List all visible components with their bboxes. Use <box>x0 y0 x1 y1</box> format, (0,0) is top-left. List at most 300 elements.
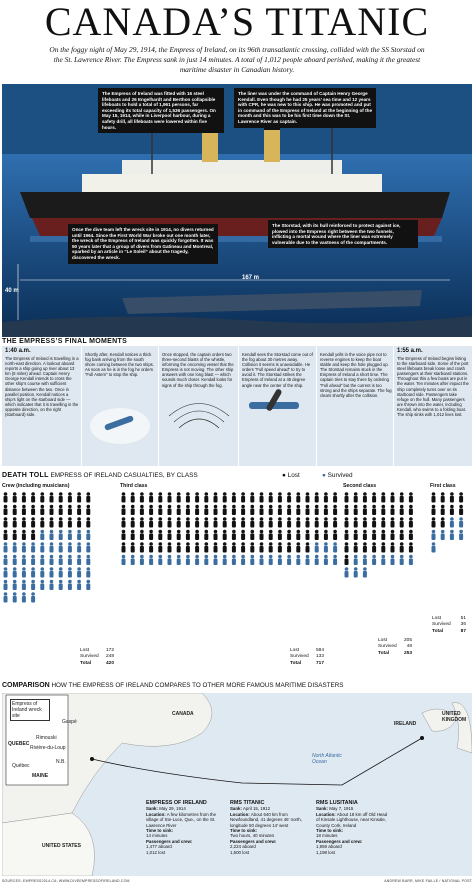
person-lost-icon <box>278 542 282 552</box>
person-lost-icon <box>278 517 282 527</box>
person-lost-icon <box>122 492 126 502</box>
person-survived-icon <box>86 555 90 565</box>
person-lost-icon <box>204 517 208 527</box>
person-lost-icon <box>149 492 153 502</box>
person-lost-icon <box>269 492 273 502</box>
lede: On the foggy night of May 29, 1914, the Empress of Ireland, on its 96th transatlantic crossing, collided with the SS Storstad on the St. Lawrence River. The Empress sank in just 14 minutes. A total of 1,012 people aboard perished, making it the greatest maritime disaster in Canadian history. <box>49 45 425 74</box>
ship-name: RMS LUSITANIA <box>316 800 358 806</box>
person-lost-icon <box>363 542 367 552</box>
person-lost-icon <box>31 517 35 527</box>
person-lost-icon <box>345 555 349 565</box>
moment-time: 1:55 a.m. <box>397 348 423 354</box>
page-title: CANADA’S TITANIC <box>44 0 430 44</box>
location-label: Location: <box>230 811 250 817</box>
sank-label: Sank: <box>230 806 242 812</box>
person-survived-icon <box>214 555 218 565</box>
person-survived-icon <box>77 530 81 540</box>
person-lost-icon <box>223 530 227 540</box>
person-survived-icon <box>381 555 385 565</box>
person-lost-icon <box>40 517 44 527</box>
inset-label: Empress of Ireland wreck site <box>10 699 50 721</box>
moment-text: Kendall sees the Storstad come out of the fog about 30 metres away. Collision it seems is unavoidable. He orders “Full speed ahead” to try to avoid it. The Storstad strikes the Empress of Ireland at a 45 degree angle near the center of the ship. <box>242 352 313 388</box>
person-survived-icon <box>40 530 44 540</box>
person-lost-icon <box>381 505 385 515</box>
person-survived-icon <box>31 555 35 565</box>
time-label: Time to sink: <box>316 828 343 834</box>
person-lost-icon <box>13 492 17 502</box>
person-survived-icon <box>68 530 72 540</box>
person-lost-icon <box>223 542 227 552</box>
person-lost-icon <box>324 492 328 502</box>
person-lost-icon <box>381 517 385 527</box>
person-lost-icon <box>204 542 208 552</box>
comparison-header <box>2 682 472 689</box>
death-toll-title: DEATH TOLL <box>2 472 49 479</box>
person-lost-icon <box>86 492 90 502</box>
person-lost-icon <box>13 530 17 540</box>
person-lost-icon <box>324 530 328 540</box>
person-lost-icon <box>204 530 208 540</box>
lost-value: 584 <box>315 648 324 653</box>
person-lost-icon <box>315 492 319 502</box>
survived-value: 133 <box>315 654 324 660</box>
lost-label: Lost <box>290 648 300 653</box>
person-lost-icon <box>296 517 300 527</box>
person-lost-icon <box>269 517 273 527</box>
person-survived-icon <box>31 542 35 552</box>
survived-value: 48 <box>406 644 412 650</box>
person-lost-icon <box>186 530 190 540</box>
person-lost-icon <box>223 517 227 527</box>
person-lost-icon <box>22 530 26 540</box>
person-survived-icon <box>131 555 135 565</box>
stats-crew <box>80 648 114 667</box>
person-lost-icon <box>287 530 291 540</box>
person-lost-icon <box>186 517 190 527</box>
map-label-uk: UNITED KINGDOM <box>442 711 467 723</box>
person-survived-icon <box>122 555 126 565</box>
person-lost-icon <box>68 505 72 515</box>
person-lost-icon <box>232 530 236 540</box>
person-lost-icon <box>140 505 144 515</box>
person-survived-icon <box>77 542 81 552</box>
person-lost-icon <box>432 517 436 527</box>
pc-value: 1,477 aboard <box>146 844 172 850</box>
legend-survived-label: Survived <box>327 472 353 479</box>
person-lost-icon <box>333 517 337 527</box>
person-lost-icon <box>354 492 358 502</box>
person-lost-icon <box>22 492 26 502</box>
time-value: 18 minutes <box>316 833 338 839</box>
stats-third <box>290 648 324 667</box>
person-lost-icon <box>131 542 135 552</box>
sank-date: April 15, 1912 <box>242 806 271 812</box>
location-text: A few kilometres from the village of Ste-Luce, Que., on the St. Lawrence River <box>146 811 217 828</box>
ship-info-empress <box>146 801 218 855</box>
lost-value: 1,198 lost <box>316 849 336 855</box>
person-lost-icon <box>372 542 376 552</box>
person-lost-icon <box>131 505 135 515</box>
person-lost-icon <box>77 492 81 502</box>
person-survived-icon <box>50 555 54 565</box>
person-lost-icon <box>158 492 162 502</box>
lost-label: Lost <box>432 616 442 621</box>
location-label: Location: <box>316 811 336 817</box>
person-survived-icon <box>354 555 358 565</box>
person-lost-icon <box>22 517 26 527</box>
person-lost-icon <box>204 505 208 515</box>
person-lost-icon <box>4 492 8 502</box>
person-lost-icon <box>86 505 90 515</box>
person-survived-icon <box>59 555 63 565</box>
person-survived-icon <box>59 530 63 540</box>
person-lost-icon <box>158 517 162 527</box>
person-lost-icon <box>140 530 144 540</box>
person-survived-icon <box>232 555 236 565</box>
person-survived-icon <box>59 542 63 552</box>
person-survived-icon <box>149 555 153 565</box>
person-lost-icon <box>459 505 463 515</box>
person-survived-icon <box>391 555 395 565</box>
person-survived-icon <box>31 592 35 602</box>
person-lost-icon <box>333 505 337 515</box>
person-lost-icon <box>400 542 404 552</box>
comparison-map <box>2 693 472 876</box>
moments-title: THE EMPRESS’S FINAL MOMENTS <box>2 338 128 345</box>
person-survived-icon <box>241 555 245 565</box>
person-lost-icon <box>400 505 404 515</box>
person-survived-icon <box>204 555 208 565</box>
person-survived-icon <box>324 555 328 565</box>
person-lost-icon <box>345 517 349 527</box>
person-lost-icon <box>450 505 454 515</box>
person-survived-icon <box>22 592 26 602</box>
person-survived-icon <box>287 555 291 565</box>
person-lost-icon <box>22 505 26 515</box>
person-lost-icon <box>333 492 337 502</box>
person-lost-icon <box>122 530 126 540</box>
person-lost-icon <box>158 530 162 540</box>
person-survived-icon <box>450 517 454 527</box>
comparison-title: COMPARISON <box>2 682 50 689</box>
class-name: Second class <box>343 483 377 489</box>
death-toll-subtitle: EMPRESS OF IRELAND CASUALTIES, BY CLASS <box>50 472 198 479</box>
map-label-quebec-city: Québec <box>12 763 30 769</box>
person-lost-icon <box>345 542 349 552</box>
person-lost-icon <box>354 505 358 515</box>
person-lost-icon <box>131 530 135 540</box>
lost-label: Lost <box>80 648 90 653</box>
person-lost-icon <box>31 492 35 502</box>
person-lost-icon <box>241 530 245 540</box>
sank-label: Sank: <box>316 806 328 812</box>
person-survived-icon <box>13 580 17 590</box>
map-label-nb: N.B. <box>56 759 66 765</box>
map-label-maine: MAINE <box>32 773 49 779</box>
person-survived-icon <box>22 567 26 577</box>
person-survived-icon <box>50 542 54 552</box>
person-lost-icon <box>381 492 385 502</box>
person-survived-icon <box>4 580 8 590</box>
person-survived-icon <box>450 530 454 540</box>
person-lost-icon <box>68 492 72 502</box>
sank-label: Sank: <box>146 806 158 812</box>
map-label-gaspe: Gaspé <box>62 719 77 725</box>
person-lost-icon <box>195 517 199 527</box>
pc-label: Passengers and crew: <box>316 838 363 844</box>
moment-text: The Empress of Ireland begins listing to the starboard side. Some of the port steel lifeboats break loose and crash passengers at their starboard stations. Throughout this a few boats are put in the water. Ten minutes after impact the ship completely turns over on its starboard side. Passengers take refuge on the hull. Many passengers are thrown into the water, including Kendall, who swims to a folding boat. The ship sinks with 1,012 lives lost. <box>397 356 469 418</box>
person-lost-icon <box>315 505 319 515</box>
person-lost-icon <box>131 517 135 527</box>
map-label-us: UNITED STATES <box>42 843 81 849</box>
survived-value: 36 <box>460 622 466 628</box>
location-label: Location: <box>146 811 166 817</box>
person-lost-icon <box>391 542 395 552</box>
person-lost-icon <box>409 517 413 527</box>
moment-text: Once stopped, the captain orders two three-second blasts of the whistle, informing the oncoming vessel that the Empress is not moving. The other ship answers with one long blast — which sounds much closer. Kendall looks for signs of the ship through the fog. <box>162 352 234 388</box>
map-label-rimouski: Rimouski <box>36 735 57 741</box>
person-lost-icon <box>400 530 404 540</box>
person-lost-icon <box>409 530 413 540</box>
person-survived-icon <box>40 580 44 590</box>
person-lost-icon <box>441 517 445 527</box>
person-lost-icon <box>372 517 376 527</box>
person-survived-icon <box>22 555 26 565</box>
person-survived-icon <box>4 555 8 565</box>
time-label: Time to sink: <box>146 828 173 834</box>
moment-text: The Empress of Ireland is travelling in a north-east direction. A lookout aboard reports a ship going up river about 13 km (8 miles) ahead. Captain Henry George Kendall intends to cross the other ship’s course with sufficient distance between the two. Once in parallel position, Kendall notices a ship’s light on the starboard side — which indicates that it is travelling in the opposite direction, on the right (starboard) side. <box>5 356 79 418</box>
ship-name: EMPRESS OF IRELAND <box>146 800 207 806</box>
person-lost-icon <box>158 542 162 552</box>
person-lost-icon <box>409 505 413 515</box>
person-lost-icon <box>149 542 153 552</box>
moment-text: Shortly after, Kendall notices a thick fog bank arriving from the south shore coming between the two ships. As soon as he is in the fog he orders “Full Astern” to stop the ship. <box>85 352 154 378</box>
person-lost-icon <box>372 492 376 502</box>
person-lost-icon <box>59 492 63 502</box>
person-lost-icon <box>250 542 254 552</box>
person-lost-icon <box>432 492 436 502</box>
person-lost-icon <box>214 542 218 552</box>
person-lost-icon <box>40 492 44 502</box>
person-lost-icon <box>204 492 208 502</box>
person-survived-icon <box>158 555 162 565</box>
person-survived-icon <box>177 555 181 565</box>
person-survived-icon <box>59 580 63 590</box>
person-lost-icon <box>241 492 245 502</box>
stats-first <box>432 616 466 635</box>
person-lost-icon <box>4 505 8 515</box>
person-lost-icon <box>31 505 35 515</box>
person-survived-icon <box>77 567 81 577</box>
person-lost-icon <box>441 505 445 515</box>
location-text: About 640 km from Newfoundland, 41 degrees 46′ north, longitude 50 degrees 14′ west <box>230 811 302 828</box>
person-lost-icon <box>214 505 218 515</box>
person-survived-icon <box>432 530 436 540</box>
person-lost-icon <box>158 505 162 515</box>
person-lost-icon <box>149 517 153 527</box>
person-lost-icon <box>354 542 358 552</box>
person-lost-icon <box>260 505 264 515</box>
person-survived-icon <box>296 555 300 565</box>
person-lost-icon <box>223 492 227 502</box>
person-lost-icon <box>333 530 337 540</box>
person-lost-icon <box>363 530 367 540</box>
person-survived-icon <box>324 542 328 552</box>
person-survived-icon <box>4 542 8 552</box>
person-lost-icon <box>241 517 245 527</box>
person-lost-icon <box>168 492 172 502</box>
callout-storstad: The Storstad, with its hull reinforced to protect against ice, plowed into the Empress right between the two funnels, inflicting a mortal wound where the liner was extremely vulnerable due to the vastness of the compartments. <box>268 220 418 248</box>
person-lost-icon <box>177 542 181 552</box>
person-survived-icon <box>31 580 35 590</box>
person-lost-icon <box>59 517 63 527</box>
person-lost-icon <box>381 530 385 540</box>
person-lost-icon <box>315 530 319 540</box>
person-survived-icon <box>315 555 319 565</box>
person-lost-icon <box>306 505 310 515</box>
person-lost-icon <box>363 492 367 502</box>
lost-value: 205 <box>403 638 412 643</box>
person-lost-icon <box>122 517 126 527</box>
survived-label: Survived <box>80 654 99 660</box>
person-lost-icon <box>40 505 44 515</box>
person-lost-icon <box>287 492 291 502</box>
person-lost-icon <box>315 517 319 527</box>
time-value: Two hours, 40 minutes <box>230 833 275 839</box>
person-lost-icon <box>278 530 282 540</box>
person-lost-icon <box>260 542 264 552</box>
person-lost-icon <box>459 492 463 502</box>
person-lost-icon <box>296 505 300 515</box>
person-lost-icon <box>241 505 245 515</box>
person-lost-icon <box>149 530 153 540</box>
person-lost-icon <box>241 542 245 552</box>
person-lost-icon <box>13 505 17 515</box>
person-lost-icon <box>391 517 395 527</box>
person-lost-icon <box>50 492 54 502</box>
sank-date: May 7, 1915 <box>329 806 354 812</box>
footer-sources: SOURCES: EMPRESS2014.CA; WWW.DIVEEMPRESSOFIRELAND.COM <box>2 879 130 883</box>
callout-lifeboats: The Empress of Ireland was fitted with 16 steel lifeboats and 26 Engelhardt and Berthon collapsible lifeboats to hold a total of 1,961 persons, far exceeding its total capacity of 1,536 passengers. On May 15, 1914, while in Liverpool harbour, during a safety drill, all lifeboats were lowered within five hours. <box>98 88 224 133</box>
person-survived-icon <box>459 517 463 527</box>
person-lost-icon <box>177 505 181 515</box>
map-label-riviere: Rivière-du-Loup <box>30 745 66 751</box>
depth-label: 40 m <box>5 288 19 294</box>
person-lost-icon <box>296 492 300 502</box>
person-survived-icon <box>333 555 337 565</box>
person-lost-icon <box>432 505 436 515</box>
person-survived-icon <box>4 567 8 577</box>
ship-info-lusitania <box>316 801 390 855</box>
map-label-quebec: QUEBEC <box>8 741 30 747</box>
person-survived-icon <box>31 567 35 577</box>
person-lost-icon <box>168 542 172 552</box>
total-label: Total <box>80 660 92 666</box>
person-lost-icon <box>186 492 190 502</box>
person-lost-icon <box>131 492 135 502</box>
person-lost-icon <box>223 505 227 515</box>
person-lost-icon <box>77 505 81 515</box>
person-survived-icon <box>354 567 358 577</box>
person-survived-icon <box>68 542 72 552</box>
person-lost-icon <box>278 492 282 502</box>
map-label-ocean: North Atlantic Ocean <box>312 753 342 765</box>
person-lost-icon <box>345 530 349 540</box>
person-survived-icon <box>68 567 72 577</box>
class-name: Crew (including musicians) <box>2 483 70 489</box>
person-survived-icon <box>86 580 90 590</box>
person-survived-icon <box>315 542 319 552</box>
person-survived-icon <box>13 567 17 577</box>
person-lost-icon <box>77 517 81 527</box>
person-lost-icon <box>354 517 358 527</box>
person-lost-icon <box>122 505 126 515</box>
person-survived-icon <box>409 555 413 565</box>
person-lost-icon <box>4 517 8 527</box>
person-survived-icon <box>13 592 17 602</box>
person-lost-icon <box>354 530 358 540</box>
person-lost-icon <box>177 517 181 527</box>
person-lost-icon <box>306 542 310 552</box>
pc-value: 2,224 aboard <box>230 844 256 850</box>
callout-divers: Once the dive team left the wreck site in 1914, no divers returned until 1964. Since the First World War broke out one month later, the wreck of the Empress of Ireland was quickly forgotten. It was 50 years later that a group of divers from Gatineau and Montreal, sparked by an article in “Le Soleil” about the tragedy, discovered the wreck. <box>68 224 218 264</box>
person-lost-icon <box>296 530 300 540</box>
person-lost-icon <box>168 530 172 540</box>
person-survived-icon <box>333 542 337 552</box>
person-survived-icon <box>59 567 63 577</box>
person-lost-icon <box>306 530 310 540</box>
person-survived-icon <box>195 555 199 565</box>
person-survived-icon <box>459 530 463 540</box>
person-lost-icon <box>122 542 126 552</box>
person-survived-icon <box>40 567 44 577</box>
person-lost-icon <box>50 505 54 515</box>
person-lost-icon <box>86 517 90 527</box>
person-survived-icon <box>13 555 17 565</box>
person-survived-icon <box>50 530 54 540</box>
person-lost-icon <box>140 517 144 527</box>
pc-value: 1,959 aboard <box>316 844 342 850</box>
person-lost-icon <box>278 505 282 515</box>
person-lost-icon <box>195 530 199 540</box>
person-lost-icon <box>195 505 199 515</box>
person-survived-icon <box>86 567 90 577</box>
person-survived-icon <box>68 580 72 590</box>
person-survived-icon <box>432 542 436 552</box>
person-lost-icon <box>195 492 199 502</box>
person-lost-icon <box>409 492 413 502</box>
footer-credit: ANDREW BARR, MIKE FAILLE / NATIONAL POST <box>384 879 472 883</box>
person-lost-icon <box>287 505 291 515</box>
person-lost-icon <box>324 505 328 515</box>
person-survived-icon <box>345 567 349 577</box>
ship-info-titanic <box>230 801 304 855</box>
person-lost-icon <box>306 517 310 527</box>
survived-label: Survived <box>432 622 451 628</box>
lost-value: 1,500 lost <box>230 849 250 855</box>
ship-name: RMS TITANIC <box>230 800 265 806</box>
person-survived-icon <box>269 555 273 565</box>
person-survived-icon <box>86 542 90 552</box>
legend-lost-label: Lost <box>287 472 300 479</box>
person-survived-icon <box>77 580 81 590</box>
legend-survived: ● Survived <box>322 472 353 479</box>
person-lost-icon <box>391 530 395 540</box>
person-lost-icon <box>391 492 395 502</box>
person-lost-icon <box>345 492 349 502</box>
lost-label: Lost <box>378 638 388 643</box>
person-survived-icon <box>186 555 190 565</box>
